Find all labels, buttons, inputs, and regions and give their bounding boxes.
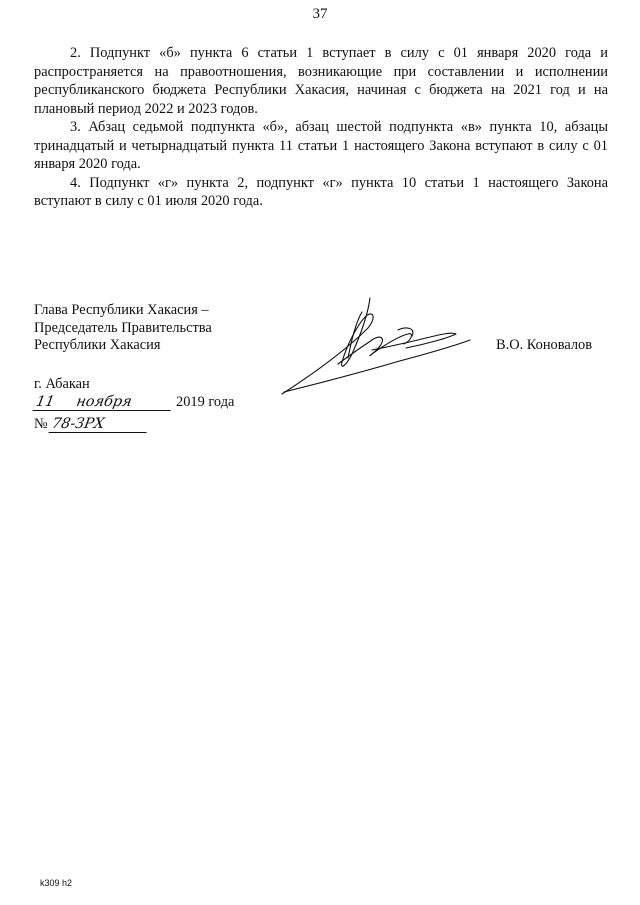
paragraph-4: 4. Подпункт «г» пункта 2, подпункт «г» пункта 10 статьи 1 настоящего Закона вступают в силу с 01 июля 2020 года. bbox=[34, 174, 608, 209]
handwritten-day: 11 bbox=[34, 394, 56, 410]
number-sign: № bbox=[34, 416, 48, 432]
place-of-signing: г. Абакан bbox=[34, 376, 90, 392]
signatory-title bbox=[34, 302, 212, 355]
page-number: 37 bbox=[312, 6, 328, 22]
paragraph-3: 3. Абзац седьмой подпункта «б», абзац шестой подпункта «в» пункта 10, абзацы тринадцатый и четырнадцатый пункта 11 статьи 1 настоящего Закона вступают в силу с 01 января 2020 года. bbox=[34, 119, 608, 172]
handwritten-signature bbox=[276, 288, 476, 400]
footer-code: k309 h2 bbox=[40, 878, 73, 888]
date-year: 2019 года bbox=[176, 394, 235, 410]
signatory-title-line: Глава Республики Хакасия – bbox=[34, 302, 209, 318]
signing-date bbox=[34, 394, 234, 411]
paragraph-2: 2. Подпункт «б» пункта 6 статьи 1 вступает в силу с 01 января 2020 года и распространяется на правоотношения, возникающие при составлении и исполнении республиканского бюджета Республики Хакасия, начиная с бюджета на 2021 год и на плановый период 2022 и 2023 годов. bbox=[34, 45, 608, 117]
signatory-title-line: Республики Хакасия bbox=[34, 337, 161, 353]
handwritten-date bbox=[33, 394, 174, 411]
signatory-title-line: Председатель Правительства bbox=[34, 319, 212, 336]
document-body bbox=[34, 44, 608, 211]
signer-name: В.О. Коновалов bbox=[496, 337, 593, 353]
handwritten-month: ноября bbox=[74, 394, 134, 410]
handwritten-law-number: 78-ЗРХ bbox=[48, 416, 149, 433]
law-number bbox=[34, 416, 148, 433]
